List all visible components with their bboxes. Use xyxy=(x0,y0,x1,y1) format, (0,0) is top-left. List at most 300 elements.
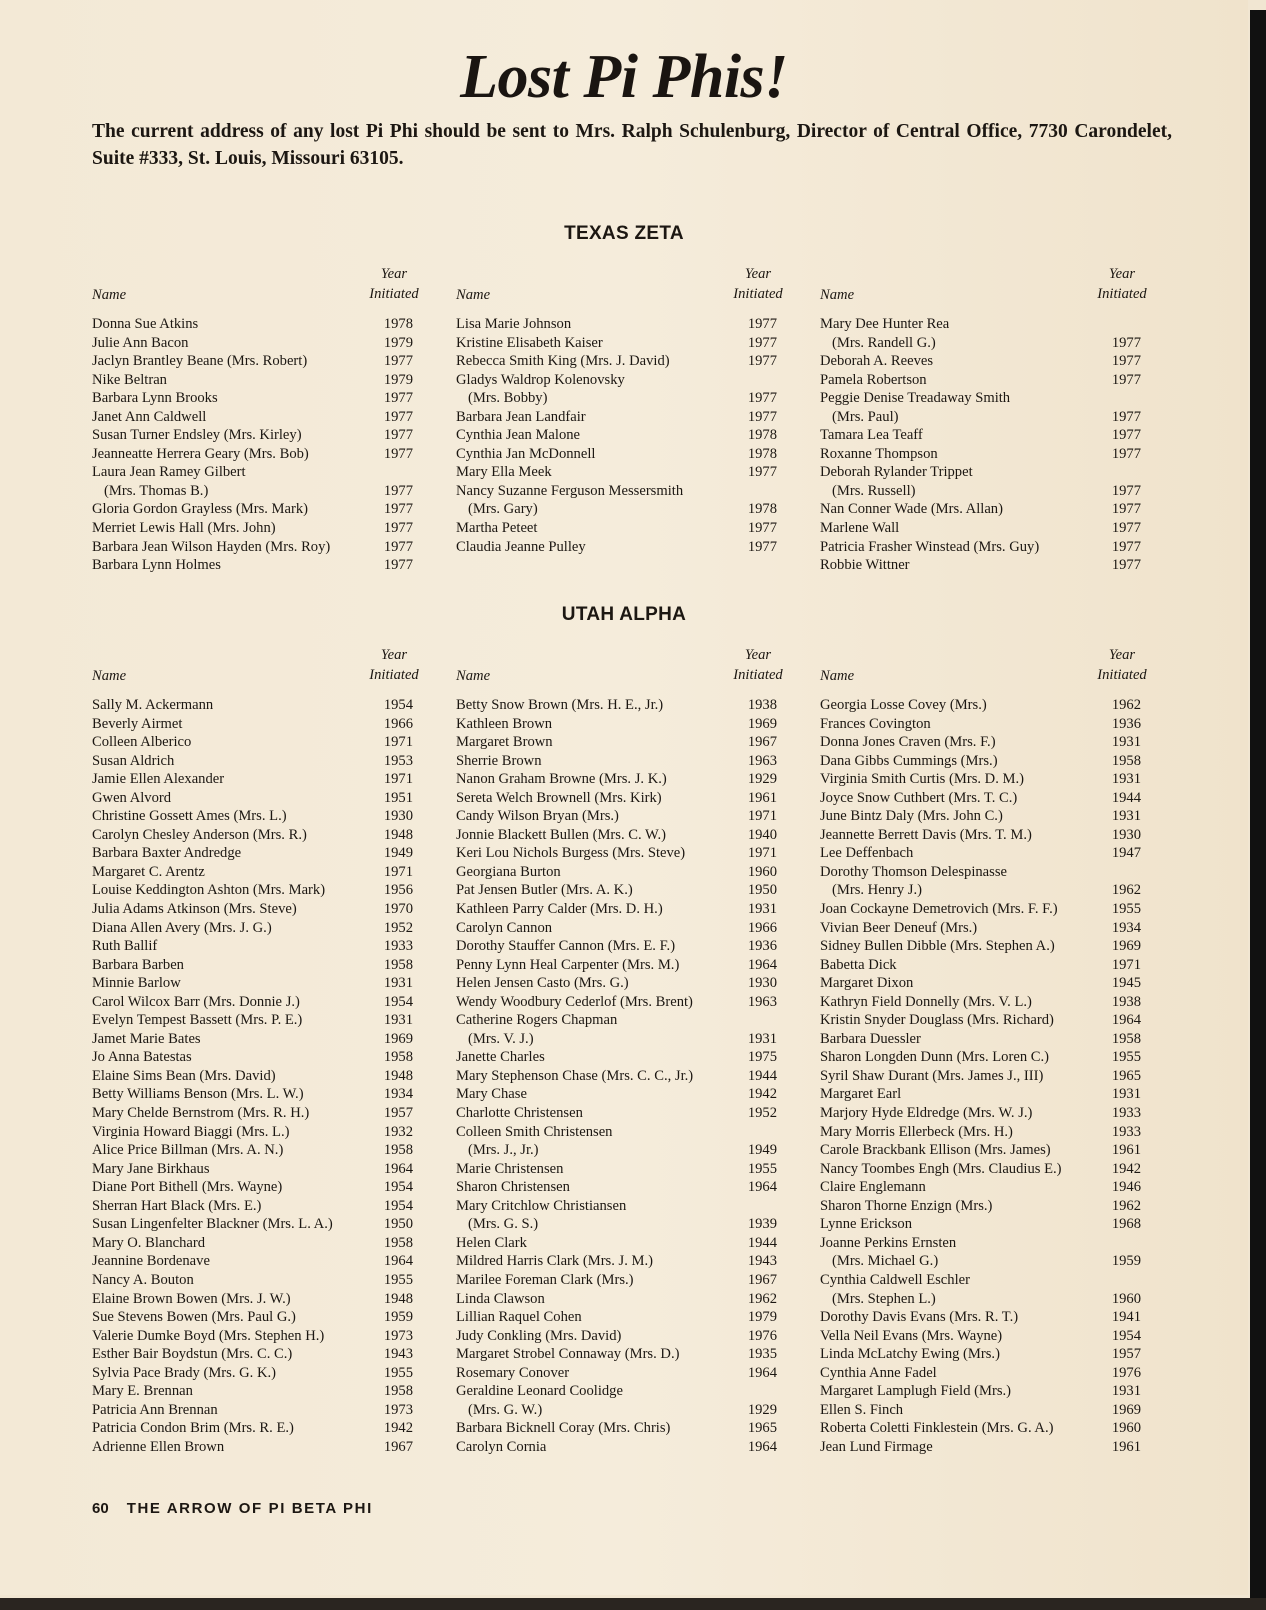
name-column-label: Name xyxy=(92,668,127,684)
year-initiated: 1977 xyxy=(383,445,413,462)
member-entry xyxy=(456,1382,791,1401)
member-name: Margaret Lamplugh Field (Mrs.) xyxy=(820,1383,1012,1400)
year-initiated: 1977 xyxy=(1111,408,1141,425)
member-name: Tamara Lea Teaff xyxy=(820,427,923,444)
member-entry xyxy=(456,900,791,919)
year-initiated: 1948 xyxy=(383,826,413,843)
member-list xyxy=(820,696,1155,1456)
year-column-label xyxy=(725,645,791,685)
year-initiated: 1944 xyxy=(747,1067,777,1084)
year-initiated: 1959 xyxy=(1111,1253,1141,1270)
year-initiated: 1943 xyxy=(747,1253,777,1270)
year-initiated: 1958 xyxy=(1111,1030,1141,1047)
member-entry xyxy=(820,1011,1155,1030)
member-name: Rosemary Conover xyxy=(456,1364,570,1381)
year-initiated: 1946 xyxy=(1111,1179,1141,1196)
member-name: Janette Charles xyxy=(456,1049,545,1066)
member-entry xyxy=(92,789,427,808)
member-entry xyxy=(92,900,427,919)
member-entry xyxy=(820,900,1155,919)
year-initiated: 1971 xyxy=(747,808,777,825)
member-name: Dana Gibbs Cummings (Mrs.) xyxy=(820,752,998,769)
member-name: Barbara Jean Wilson Hayden (Mrs. Roy) xyxy=(92,538,331,555)
utah-alpha-column-2 xyxy=(456,643,791,1456)
member-entry xyxy=(820,919,1155,938)
year-initiated: 1977 xyxy=(747,538,777,555)
year-initiated: 1977 xyxy=(747,316,777,332)
member-name: Sharon Longden Dunn (Mrs. Loren C.) xyxy=(820,1049,1050,1066)
member-entry xyxy=(92,1085,427,1104)
year-initiated: 1931 xyxy=(383,975,413,992)
member-name: Claudia Jeanne Pulley xyxy=(456,538,586,555)
member-name: Jamet Marie Bates xyxy=(92,1030,201,1047)
year-initiated: 1945 xyxy=(1111,975,1141,992)
member-entry xyxy=(820,371,1155,390)
member-name: Jonnie Blackett Bullen (Mrs. C. W.) xyxy=(456,826,666,843)
member-name: Carolyn Chesley Anderson (Mrs. R.) xyxy=(92,826,307,843)
year-initiated: 1930 xyxy=(747,975,777,992)
member-entry xyxy=(92,993,427,1012)
year-initiated: 1957 xyxy=(1111,1346,1141,1363)
member-entry xyxy=(92,519,427,538)
year-initiated: 1977 xyxy=(747,520,777,537)
member-entry xyxy=(92,1104,427,1123)
member-name: Lynne Erickson xyxy=(820,1216,913,1233)
member-entry xyxy=(456,696,791,715)
member-entry xyxy=(92,715,427,734)
utah-alpha-column-1 xyxy=(92,643,427,1456)
year-initiated: 1976 xyxy=(747,1327,777,1344)
member-entry xyxy=(820,408,1155,427)
member-entry xyxy=(92,696,427,715)
member-name: Donna Jones Craven (Mrs. F.) xyxy=(820,734,996,751)
member-name: Evelyn Tempest Bassett (Mrs. P. E.) xyxy=(92,1012,303,1029)
member-entry xyxy=(92,1252,427,1271)
member-entry xyxy=(92,1160,427,1179)
year-initiated: 1950 xyxy=(747,882,777,899)
year-initiated: 1978 xyxy=(747,445,777,462)
member-entry xyxy=(456,1438,791,1457)
member-name: Charlotte Christensen xyxy=(456,1105,583,1122)
year-column-label xyxy=(361,645,427,685)
member-name: Roxanne Thompson xyxy=(820,445,938,462)
member-name: Colleen Alberico xyxy=(92,734,192,751)
member-name: Diane Port Bithell (Mrs. Wayne) xyxy=(92,1179,283,1196)
member-entry xyxy=(820,1419,1155,1438)
year-initiated: 1960 xyxy=(747,863,777,880)
member-entry xyxy=(456,1030,791,1049)
member-entry xyxy=(92,1271,427,1290)
member-entry xyxy=(92,956,427,975)
year-initiated: 1938 xyxy=(747,697,777,713)
name-column-label: Name xyxy=(92,287,127,303)
member-name: Pamela Robertson xyxy=(820,371,927,388)
member-entry xyxy=(92,1030,427,1049)
year-initiated: 1970 xyxy=(383,901,413,918)
member-entry xyxy=(820,1290,1155,1309)
member-name: (Mrs. Michael G.) xyxy=(832,1253,939,1270)
member-name: Susan Aldrich xyxy=(92,752,175,769)
member-name: Mildred Harris Clark (Mrs. J. M.) xyxy=(456,1253,653,1270)
year-initiated: 1979 xyxy=(383,371,413,388)
year-initiated: 1964 xyxy=(747,1179,777,1196)
member-entry xyxy=(820,974,1155,993)
member-entry xyxy=(92,881,427,900)
year-initiated: 1977 xyxy=(1111,501,1141,518)
member-entry xyxy=(820,1104,1155,1123)
member-name: Sharon Christensen xyxy=(456,1179,570,1196)
member-name: Marie Christensen xyxy=(456,1160,564,1177)
member-name: Frances Covington xyxy=(820,715,931,732)
member-name: Donna Sue Atkins xyxy=(92,316,199,332)
year-initiated: 1947 xyxy=(1111,845,1141,862)
member-entry xyxy=(820,733,1155,752)
year-initiated: 1936 xyxy=(1111,715,1141,732)
member-name: Syril Shaw Durant (Mrs. James J., III) xyxy=(820,1067,1044,1084)
member-entry xyxy=(820,937,1155,956)
year-initiated: 1932 xyxy=(383,1123,413,1140)
member-name: Mary O. Blanchard xyxy=(92,1234,206,1251)
year-label-line1: Year xyxy=(380,266,408,282)
member-entry xyxy=(92,1345,427,1364)
year-initiated: 1949 xyxy=(747,1142,777,1159)
texas-zeta-column-2 xyxy=(456,262,791,556)
member-entry xyxy=(820,752,1155,771)
year-initiated: 1954 xyxy=(1111,1327,1141,1344)
member-name: (Mrs. Randell G.) xyxy=(832,334,936,351)
member-name: Marlene Wall xyxy=(820,520,900,537)
year-label-line1: Year xyxy=(744,266,772,282)
column-header xyxy=(820,262,1155,304)
member-entry xyxy=(820,1030,1155,1049)
member-name: Peggie Denise Treadaway Smith xyxy=(820,390,1011,407)
year-initiated: 1971 xyxy=(383,771,413,788)
member-name: Susan Turner Endsley (Mrs. Kirley) xyxy=(92,427,302,444)
member-entry xyxy=(820,482,1155,501)
year-initiated: 1964 xyxy=(383,1160,413,1177)
year-label-line1: Year xyxy=(380,647,408,663)
member-list xyxy=(92,315,427,575)
year-label-line1: Year xyxy=(744,647,772,663)
member-entry xyxy=(820,445,1155,464)
year-initiated: 1977 xyxy=(383,557,413,574)
year-initiated: 1977 xyxy=(1111,482,1141,499)
member-entry xyxy=(820,556,1155,575)
member-entry xyxy=(456,937,791,956)
member-entry xyxy=(92,1419,427,1438)
member-name: (Mrs. Stephen L.) xyxy=(832,1290,936,1307)
year-initiated: 1951 xyxy=(383,789,413,806)
member-entry xyxy=(92,389,427,408)
member-entry xyxy=(456,956,791,975)
year-initiated: 1963 xyxy=(747,993,777,1010)
year-initiated: 1931 xyxy=(747,1030,777,1047)
member-entry xyxy=(456,993,791,1012)
member-name: Mary Critchlow Christiansen xyxy=(456,1197,627,1214)
member-entry xyxy=(820,1438,1155,1457)
member-name: Virginia Howard Biaggi (Mrs. L.) xyxy=(92,1123,290,1140)
year-initiated: 1968 xyxy=(1111,1216,1141,1233)
member-name: Sally M. Ackermann xyxy=(92,697,214,713)
year-initiated: 1964 xyxy=(747,1438,777,1455)
year-initiated: 1954 xyxy=(383,1197,413,1214)
member-entry xyxy=(456,389,791,408)
member-name: Jaclyn Brantley Beane (Mrs. Robert) xyxy=(92,353,308,370)
year-initiated: 1973 xyxy=(383,1327,413,1344)
member-name: Mary Ella Meek xyxy=(456,464,552,481)
member-entry xyxy=(456,919,791,938)
member-name: Mary Chase xyxy=(456,1086,527,1103)
year-initiated: 1938 xyxy=(1111,993,1141,1010)
member-entry xyxy=(92,371,427,390)
member-entry xyxy=(456,315,791,334)
year-initiated: 1955 xyxy=(1111,901,1141,918)
name-column-label: Name xyxy=(456,668,491,684)
member-entry xyxy=(456,1104,791,1123)
year-initiated: 1977 xyxy=(1111,334,1141,351)
page-footer xyxy=(92,1500,373,1517)
member-entry xyxy=(456,1271,791,1290)
member-entry xyxy=(456,1401,791,1420)
year-initiated: 1969 xyxy=(383,1030,413,1047)
year-label-line2: Initiated xyxy=(733,667,783,683)
member-entry xyxy=(456,519,791,538)
member-entry xyxy=(92,408,427,427)
member-entry xyxy=(820,1160,1155,1179)
year-initiated: 1977 xyxy=(747,464,777,481)
year-initiated: 1967 xyxy=(747,734,777,751)
member-entry xyxy=(456,1048,791,1067)
member-entry xyxy=(92,1215,427,1234)
member-entry xyxy=(456,334,791,353)
member-name: (Mrs. Russell) xyxy=(832,482,916,499)
member-name: (Mrs. Bobby) xyxy=(468,390,548,407)
member-name: Sharon Thorne Enzign (Mrs.) xyxy=(820,1197,993,1214)
member-entry xyxy=(456,482,791,501)
member-entry xyxy=(456,1364,791,1383)
member-entry xyxy=(820,1178,1155,1197)
member-name: Virginia Smith Curtis (Mrs. D. M.) xyxy=(820,771,1024,788)
year-initiated: 1962 xyxy=(1111,1197,1141,1214)
year-initiated: 1933 xyxy=(1111,1105,1141,1122)
year-initiated: 1977 xyxy=(383,482,413,499)
member-entry xyxy=(92,1401,427,1420)
year-initiated: 1976 xyxy=(1111,1364,1141,1381)
year-initiated: 1958 xyxy=(383,956,413,973)
member-entry xyxy=(456,463,791,482)
member-entry xyxy=(820,715,1155,734)
member-name: Cynthia Caldwell Eschler xyxy=(820,1271,970,1288)
member-entry xyxy=(820,789,1155,808)
year-initiated: 1962 xyxy=(1111,882,1141,899)
year-initiated: 1963 xyxy=(747,752,777,769)
year-initiated: 1979 xyxy=(383,334,413,351)
member-name: Carolyn Cornia xyxy=(456,1438,547,1455)
member-entry xyxy=(820,956,1155,975)
member-entry xyxy=(92,919,427,938)
year-initiated: 1977 xyxy=(747,408,777,425)
member-entry xyxy=(92,1364,427,1383)
member-entry xyxy=(92,1123,427,1142)
member-name: Roberta Coletti Finklestein (Mrs. G. A.) xyxy=(820,1420,1054,1437)
member-entry xyxy=(820,1085,1155,1104)
year-label-line2: Initiated xyxy=(1097,667,1147,683)
year-label-line2: Initiated xyxy=(369,286,419,302)
member-entry xyxy=(92,1438,427,1457)
member-name: Carole Brackbank Ellison (Mrs. James) xyxy=(820,1142,1051,1159)
year-initiated: 1977 xyxy=(1111,427,1141,444)
member-entry xyxy=(820,500,1155,519)
member-entry xyxy=(92,1067,427,1086)
member-entry xyxy=(820,1141,1155,1160)
member-name: Lillian Raquel Cohen xyxy=(456,1309,582,1326)
year-initiated: 1933 xyxy=(383,938,413,955)
member-name: Mary Dee Hunter Rea xyxy=(820,316,950,332)
year-initiated: 1977 xyxy=(383,390,413,407)
member-name: Sue Stevens Bowen (Mrs. Paul G.) xyxy=(92,1309,296,1326)
member-entry xyxy=(456,1345,791,1364)
year-initiated: 1952 xyxy=(383,919,413,936)
member-entry xyxy=(456,715,791,734)
year-initiated: 1942 xyxy=(383,1420,413,1437)
member-name: Merriet Lewis Hall (Mrs. John) xyxy=(92,520,276,537)
member-entry xyxy=(92,426,427,445)
member-name: Elaine Brown Bowen (Mrs. J. W.) xyxy=(92,1290,291,1307)
member-name: Jo Anna Batestas xyxy=(92,1049,192,1066)
member-name: (Mrs. Gary) xyxy=(468,501,538,518)
member-name: Pat Jensen Butler (Mrs. A. K.) xyxy=(456,882,633,899)
member-list xyxy=(456,315,791,556)
year-initiated: 1977 xyxy=(1111,538,1141,555)
member-name: Betty Williams Benson (Mrs. L. W.) xyxy=(92,1086,304,1103)
year-initiated: 1966 xyxy=(383,715,413,732)
year-label-line1: Year xyxy=(1108,266,1136,282)
member-entry xyxy=(92,937,427,956)
member-name: Nancy A. Bouton xyxy=(92,1271,194,1288)
member-list xyxy=(92,696,427,1456)
member-name: Minnie Barlow xyxy=(92,975,181,992)
year-initiated: 1955 xyxy=(383,1364,413,1381)
member-name: Ellen S. Finch xyxy=(820,1401,904,1418)
member-entry xyxy=(820,993,1155,1012)
member-entry xyxy=(456,1327,791,1346)
member-entry xyxy=(456,807,791,826)
member-entry xyxy=(456,770,791,789)
year-initiated: 1931 xyxy=(1111,1383,1141,1400)
member-name: Lisa Marie Johnson xyxy=(456,316,572,332)
member-name: Patricia Condon Brim (Mrs. R. E.) xyxy=(92,1420,294,1437)
member-entry xyxy=(92,974,427,993)
member-entry xyxy=(92,863,427,882)
year-initiated: 1971 xyxy=(747,845,777,862)
year-initiated: 1975 xyxy=(747,1049,777,1066)
member-name: Sylvia Pace Brady (Mrs. G. K.) xyxy=(92,1364,277,1381)
member-name: Sherran Hart Black (Mrs. E.) xyxy=(92,1197,262,1214)
year-label-line2: Initiated xyxy=(369,667,419,683)
year-initiated: 1969 xyxy=(1111,1401,1141,1418)
member-name: Helen Clark xyxy=(456,1234,527,1251)
member-entry xyxy=(456,1308,791,1327)
intro-paragraph: The current address of any lost Pi Phi should be sent to Mrs. Ralph Schulenburg, Director of Central Office, 7730 Carondelet, Suite #333, St. Louis, Missouri 63105. xyxy=(92,121,1172,169)
year-initiated: 1930 xyxy=(383,808,413,825)
member-name: Kathleen Parry Calder (Mrs. D. H.) xyxy=(456,901,663,918)
year-initiated: 1958 xyxy=(383,1383,413,1400)
member-name: Sidney Bullen Dibble (Mrs. Stephen A.) xyxy=(820,938,1055,955)
year-initiated: 1949 xyxy=(383,845,413,862)
member-name: Julie Ann Bacon xyxy=(92,334,189,351)
year-initiated: 1960 xyxy=(1111,1420,1141,1437)
texas-zeta-column-3 xyxy=(820,262,1155,575)
year-initiated: 1931 xyxy=(1111,771,1141,788)
year-initiated: 1957 xyxy=(383,1105,413,1122)
member-name: Kathryn Field Donnelly (Mrs. V. L.) xyxy=(820,993,1032,1010)
year-initiated: 1978 xyxy=(747,427,777,444)
member-name: Louise Keddington Ashton (Mrs. Mark) xyxy=(92,882,326,899)
member-entry xyxy=(820,1271,1155,1290)
member-name: Barbara Barben xyxy=(92,956,184,973)
year-initiated: 1964 xyxy=(1111,1012,1141,1029)
member-entry xyxy=(92,1327,427,1346)
member-name: Cynthia Jean Malone xyxy=(456,427,581,444)
member-name: Penny Lynn Heal Carpenter (Mrs. M.) xyxy=(456,956,680,973)
publication-name: THE ARROW OF PI BETA PHI xyxy=(126,1500,373,1517)
year-initiated: 1942 xyxy=(747,1086,777,1103)
member-entry xyxy=(92,1234,427,1253)
column-header xyxy=(820,643,1155,685)
member-name: Barbara Lynn Holmes xyxy=(92,557,221,574)
member-entry xyxy=(820,538,1155,557)
member-name: (Mrs. Thomas B.) xyxy=(104,482,209,499)
member-entry xyxy=(92,445,427,464)
year-initiated: 1955 xyxy=(1111,1049,1141,1066)
member-name: Babetta Dick xyxy=(820,956,897,973)
member-entry xyxy=(456,538,791,557)
year-initiated: 1960 xyxy=(1111,1290,1141,1307)
page-number: 60 xyxy=(92,1500,109,1517)
member-entry xyxy=(820,1252,1155,1271)
member-name: Margaret Dixon xyxy=(820,975,914,992)
year-initiated: 1929 xyxy=(747,771,777,788)
member-name: Georgiana Burton xyxy=(456,863,561,880)
member-entry xyxy=(456,974,791,993)
year-initiated: 1971 xyxy=(1111,956,1141,973)
year-initiated: 1959 xyxy=(383,1309,413,1326)
member-name: Joanne Perkins Ernsten xyxy=(820,1234,957,1251)
year-initiated: 1956 xyxy=(383,882,413,899)
member-name: Nan Conner Wade (Mrs. Allan) xyxy=(820,501,1003,518)
member-name: Carol Wilcox Barr (Mrs. Donnie J.) xyxy=(92,993,300,1010)
year-initiated: 1967 xyxy=(383,1438,413,1455)
member-entry xyxy=(92,1308,427,1327)
member-name: Barbara Baxter Andredge xyxy=(92,845,242,862)
member-entry xyxy=(92,1178,427,1197)
member-name: Linda Clawson xyxy=(456,1290,545,1307)
year-initiated: 1977 xyxy=(1111,445,1141,462)
year-initiated: 1954 xyxy=(383,1179,413,1196)
year-initiated: 1948 xyxy=(383,1067,413,1084)
member-name: Nancy Toombes Engh (Mrs. Claudius E.) xyxy=(820,1160,1062,1177)
member-name: Marjory Hyde Eldredge (Mrs. W. J.) xyxy=(820,1105,1033,1122)
member-entry xyxy=(456,1085,791,1104)
member-name: Jeannette Berrett Davis (Mrs. T. M.) xyxy=(820,826,1032,843)
member-entry xyxy=(456,789,791,808)
utah-alpha-column-3 xyxy=(820,643,1155,1456)
member-name: Diana Allen Avery (Mrs. J. G.) xyxy=(92,919,272,936)
member-name: Christine Gossett Ames (Mrs. L.) xyxy=(92,808,287,825)
member-entry xyxy=(92,352,427,371)
year-initiated: 1971 xyxy=(383,734,413,751)
year-initiated: 1952 xyxy=(747,1105,777,1122)
